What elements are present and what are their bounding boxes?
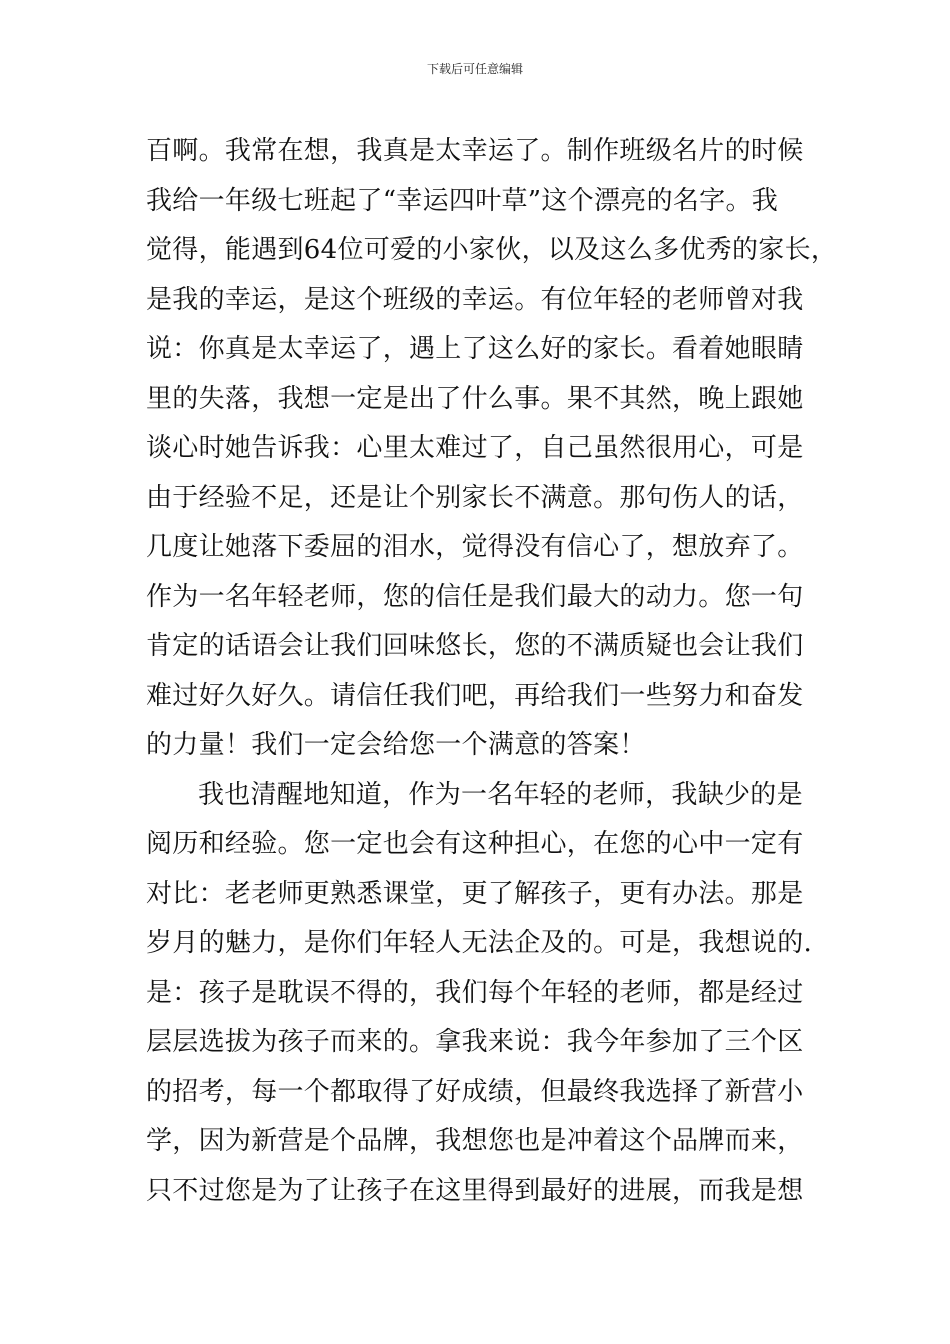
text-line: 对比：老老师更熟悉课堂，更了解孩子，更有办法。那是: [146, 878, 804, 909]
text-line: 是：孩子是耽误不得的，我们每个年轻的老师，都是经过: [146, 977, 804, 1008]
document-body: [146, 127, 836, 1216]
text-line: 里的失落，我想一定是出了什么事。果不其然，晚上跟她: [146, 383, 804, 414]
text-line: 只不过您是为了让孩子在这里得到最好的进展，而我是想: [146, 1175, 804, 1206]
text-line: 作为一名年轻老师，您的信任是我们最大的动力。您一句: [146, 581, 804, 612]
text-line: 我给一年级七班起了“幸运四叶草”这个漂亮的名字。我: [146, 185, 779, 216]
text-line: 学，因为新营是个品牌，我想您也是冲着这个品牌而来，: [146, 1126, 804, 1156]
text-line: 几度让她落下委屈的泪水，觉得没有信心了，想放弃了。: [146, 532, 804, 562]
text-line: 难过好久好久。请信任我们吧，再给我们一些努力和奋发: [146, 680, 804, 711]
text-line: 的招考，每一个都取得了好成绩，但最终我选择了新营小: [146, 1076, 804, 1107]
text-line: 阅历和经验。您一定也会有这种担心，在您的心中一定有: [146, 829, 804, 859]
text-line: 由于经验不足，还是让个别家长不满意。那句伤人的话，: [146, 482, 804, 513]
text-line: 层层选拔为孩子而来的。拿我来说：我今年参加了三个区: [146, 1027, 804, 1057]
text-line: 觉得，能遇到64位可爱的小家伙，以及这么多优秀的家长，: [146, 235, 838, 265]
text-line: 肯定的话语会让我们回味悠长，您的不满质疑也会让我们: [146, 631, 804, 661]
text-line: 百啊。我常在想，我真是太幸运了。制作班级名片的时候: [146, 136, 804, 166]
text-line: 谈心时她告诉我：心里太难过了，自己虽然很用心，可是: [146, 433, 804, 463]
text-line: 岁月的魅力，是你们年轻人无法企及的。可是，我想说的.: [146, 928, 813, 958]
text-line: 的力量！我们一定会给您一个满意的答案！: [146, 730, 646, 760]
paragraph-start-line: 我也清醒地知道，作为一名年轻的老师，我缺少的是: [198, 779, 803, 810]
page-header-note: 下载后可任意编辑: [426, 62, 523, 76]
text-line: 说：你真是太幸运了，遇上了这么好的家长。看着她眼睛: [146, 334, 804, 364]
text-line: 是我的幸运，是这个班级的幸运。有位年轻的老师曾对我: [146, 284, 804, 315]
